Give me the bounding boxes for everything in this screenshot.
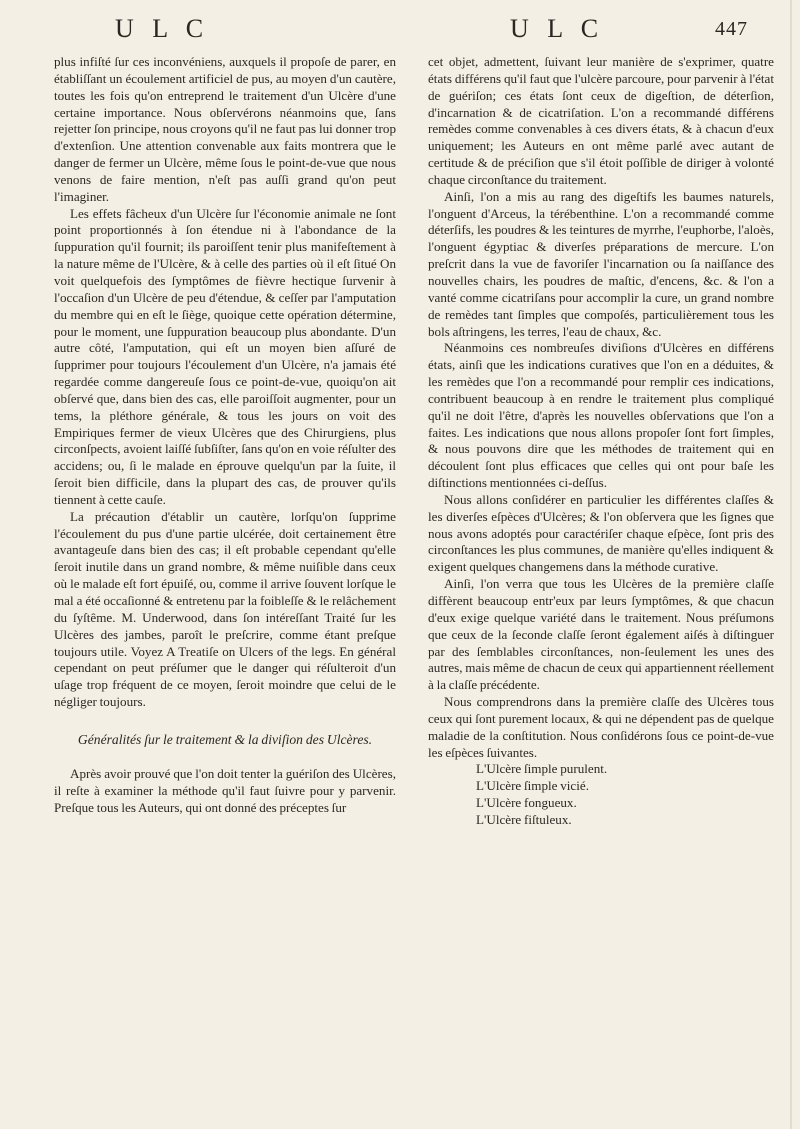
paragraph: Ainſi, l'on a mis au rang des digeſtifs les baumes naturels, l'onguent d'Arceus, la térébenthine. L'on a recommandé comme déterſifs, les poudres & les teintures de myrrhe, l'euphorbe, l'aloès, l'onguent égyptiac & diverſes préparations de mercure. L'on preſcrit dans la vue de favoriſer l'incarnation ou ſa naiſſance des nouvelles chairs, les poudres de maſtic, d'encens, &c. & l'on a vanté comme cicatriſans pour accomplir la cure, un grand nombre de remèdes tant ſimples que compoſés, particulièrement tous les bols aſtringens, les terres, l'eau de chaux, &c. [428, 188, 774, 339]
ulcer-species-list [428, 761, 774, 828]
paragraph: La précaution d'établir un cautère, lorſqu'on ſupprime l'écoulement du pus d'une partie ulcérée, doit certainement être avantageuſe dans bien des cas; il eſt probable cependant qu'elle ſeroit inutile dans un grand nombre, & même nuiſible dans ceux où le malade eſt fort épuiſé, ou, comme il arrive ſouvent lorſque le mal a été occaſionné & entretenu par la foibleſſe & le relâchement du ſyſtême. M. Underwood, dans ſon intéreſſant Traité ſur les Ulcères des jambes, paroît le preſcrire, comme étant preſque toujours utile. Voyez A Treatiſe on Ulcers of the legs. En général cependant on peut préſumer que le danger qui réſulteroit d'un uſage trop fréquent de ce moyen, ſeroit moindre que celui de le négliger toujours. [54, 508, 396, 710]
paragraph: Après avoir prouvé que l'on doit tenter la guériſon des Ulcères, il reſte à examiner la méthode qu'il faut ſuivre pour y parvenir. Preſque tous les Auteurs, qui ont donné des préceptes ſur [54, 765, 396, 815]
paragraph: Nous comprendrons dans la première claſſe des Ulcères tous ceux qui ſont purement locaux, & qui ne dépendent pas de quelque maladie de la conſtitution. Nous conſidérons ſous ce point-de-vue les eſpèces ſuivantes. [428, 694, 774, 760]
paragraph: cet objet, admettent, ſuivant leur manière de s'exprimer, quatre états différens qu'il faut que l'ulcère parcoure, pour parvenir à l'état de guériſon; ces états ſont ceux de digeſtion, de déterſion, d'incarnation & de cicatriſation. L'on a recommandé différens remèdes comme convenables à ces divers états, & à chacun d'eux uniquement; les Auteurs en ont même parlé avec autant de certitude & de préciſion que s'il étoit poſſible de diriger à volonté chaque circonſtance du traitement. [428, 54, 774, 187]
page-edge-shadow [790, 0, 792, 1129]
paragraph: Nous allons conſidérer en particulier les différentes claſſes & les diverſes eſpèces d'Ulcères; & l'on obſervera que les ſignes que nous avons adoptés pour caractériſer chaque eſpèce, ſont pris des circonſtances les plus communes, de manière qu'elles indiquent & exigent quelques changemens dans la méthode curative. [428, 491, 774, 575]
list-item: L'Ulcère ſimple purulent. [476, 761, 608, 777]
right-column [428, 54, 774, 829]
list-item: L'Ulcère ſimple vicié. [476, 778, 589, 794]
section-heading: Généralités ſur le traitement & la diviſion des Ulcères. [77, 731, 373, 747]
paragraph: Les effets fâcheux d'un Ulcère ſur l'économie animale ne ſont point proportionnés à ſon étendue ni à l'abondance de la ſuppuration qu'il fournit; ils paroiſſent tenir plus manifeſtement à la nature même de l'Ulcère, & à celle des parties où il eſt ſitué On voit quelquefois des ſymptômes de fièvre hectique ſurvenir à l'occaſion d'un Ulcère de peu d'étendue, & ceſſer par l'amputation du membre qui en eſt le ſiège, quoique cette opération détermine, pour le moment, une ſuppuration beaucoup plus abondante. D'un autre côté, l'amputation, qui eſt un moyen bien aſſuré de ſupprimer pour toujours l'écoulement d'un Ulcère, n'a jamais été regardée comme dangereuſe ſous ce point-de-vue, quoiqu'on ait obſervé que, dans bien des cas, elle paroiſſoit augmenter, pour un tems, la pléthore générale, & tous les jours on voit des Empiriques fermer de vieux Ulcères que des Chirurgiens, plus circonſpects, avoient laiſſé ſubſiſter, ſans qu'on en voie réſulter des accidens; ou, ſi le malade en éprouve quelqu'un par la ſuite, il ſeroit bien difficile, dans la plupart des cas, de prouver qu'ils tiennent à cette cauſe. [54, 205, 396, 507]
running-head-left: U L C [115, 14, 210, 43]
paragraph: Ainſi, l'on verra que tous les Ulcères de la première claſſe diffèrent beaucoup entr'eux par leurs ſymptômes, & que chacun d'eux exige quelque variété dans le traitement. Nous préſumons que ceux de la ſeconde claſſe ſeront également aiſés à diſtinguer par des ſemblables circonſtances, non-ſeulement les unes des autres, mais même de chacun de ceux qui appartiennent réellement à la claſſe précédente. [428, 576, 774, 693]
paragraph: plus infiſté ſur ces inconvéniens, auxquels il propoſe de parer, en établiſſant un écoulement artificiel de pus, au moyen d'un cautère, toutes les fois qu'on entreprend le traitement d'un Ulcère d'une certaine importance. Nous obſervérons néanmoins que, ſans rejetter ſon principe, nous croyons qu'il ne faut pas lui donner trop d'extenſion. Une attention convenable aux faits montrera que le danger de fermer un Ulcère, même ſous le point-de-vue que nous venons de faire mention, n'eſt pas auſſi grand qu'on peut l'imaginer. [54, 54, 396, 204]
running-head-right: U L C [510, 14, 605, 43]
list-item: L'Ulcère fongueux. [476, 795, 577, 811]
list-item: L'Ulcère fiſtuleux. [476, 811, 572, 827]
left-column [54, 54, 396, 816]
paragraph: Néanmoins ces nombreuſes diviſions d'Ulcères en différens états, ainſi que les indications curatives que l'on en a déduites, & les remèdes que l'on a recommandé pour remplir ces indications, contribuent beaucoup à en rendre le traitement plus compliqué qu'il ne doit l'être, d'après les nouvelles obſervations que l'on a faites. Les indications que nous allons propoſer ſont fort ſimples, & nous pouvons dire que les méthodes de traitement qui en découlent ſont plus efficaces que celles qui ont pour baſe les diſtinctions mentionnées ci-deſſus. [428, 340, 774, 491]
page-number: 447 [715, 18, 748, 40]
